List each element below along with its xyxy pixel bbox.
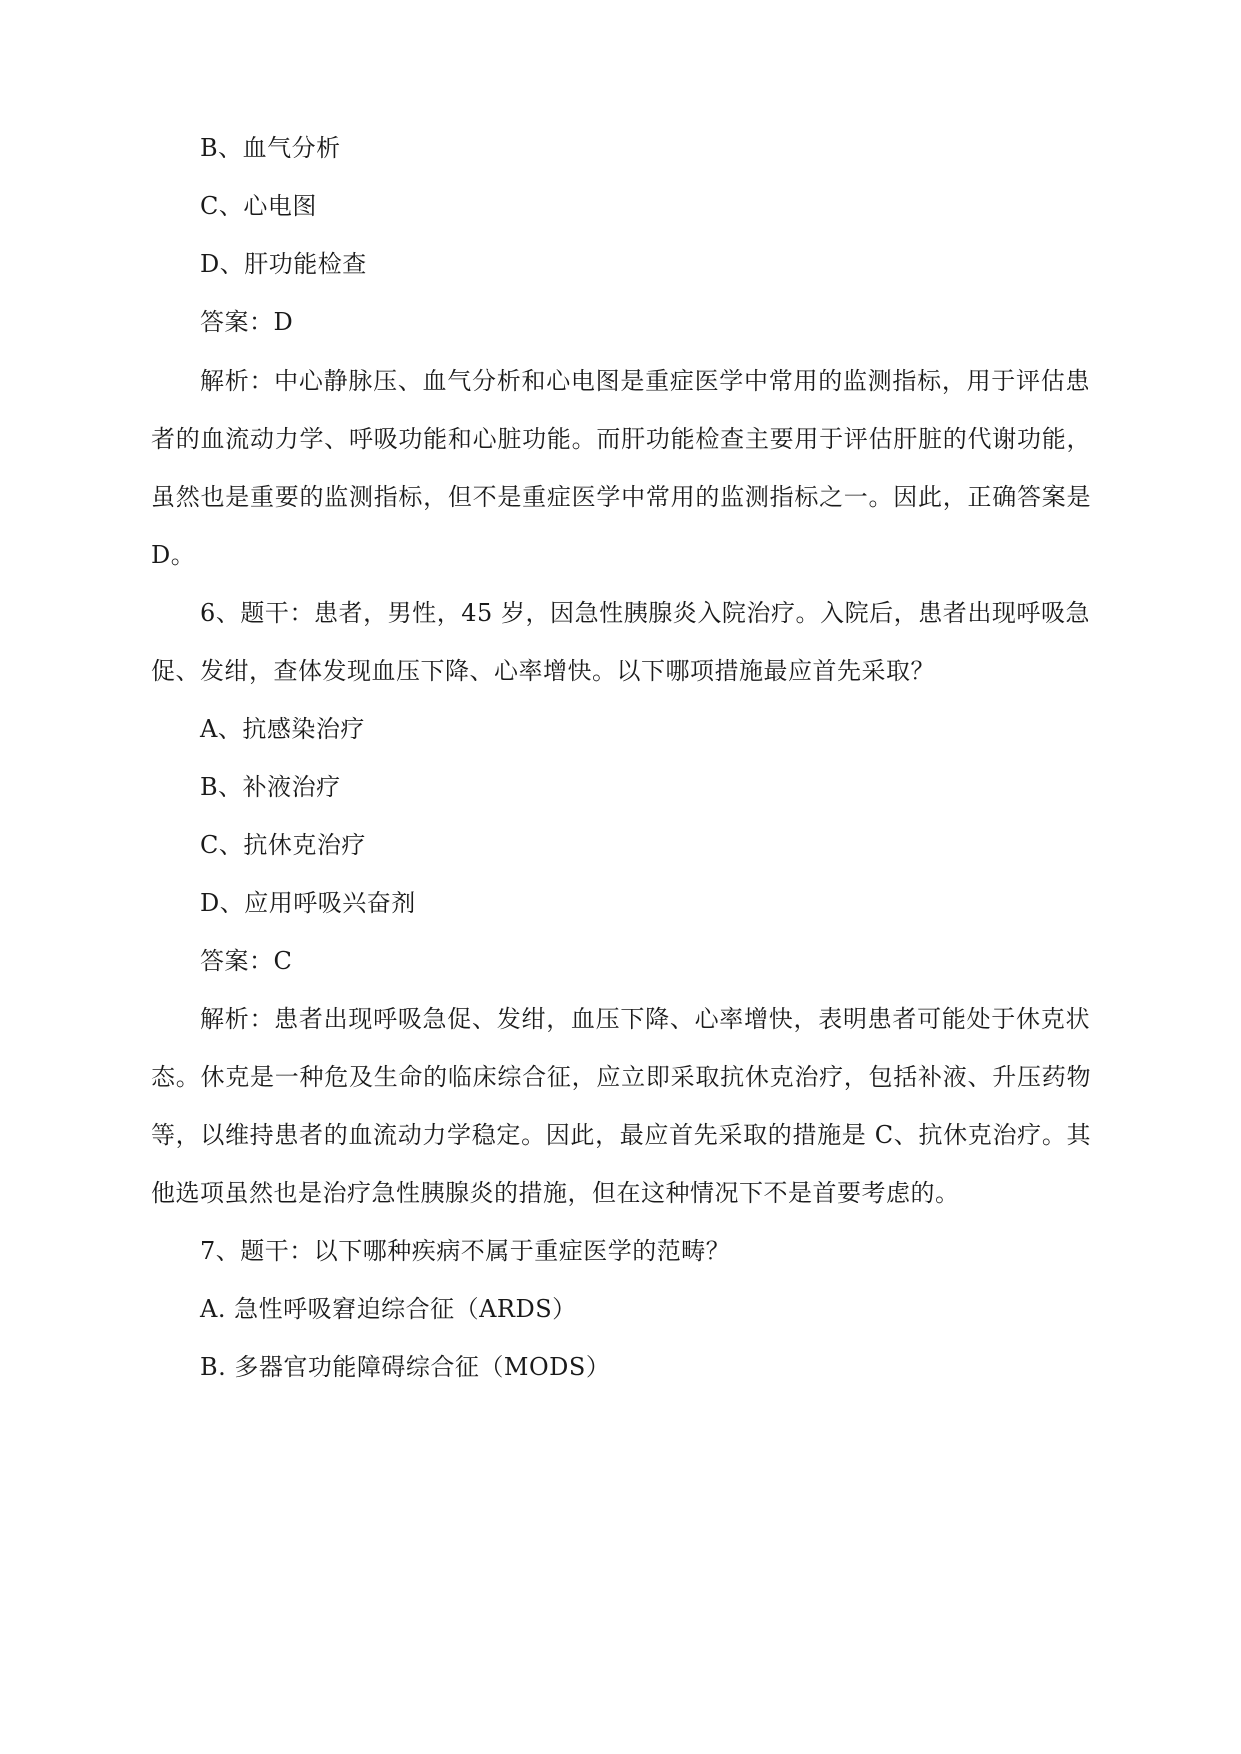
- q5-analysis-line-1: 解析：中心静脉压、血气分析和心电图是重症医学中常用的监测指标，用于评估患: [200, 367, 1090, 395]
- q5-analysis-line-4: D。: [151, 541, 196, 569]
- q6-answer: 答案：C: [200, 947, 293, 975]
- q5-analysis-line-2: 者的血流动力学、呼吸功能和心脏功能。而肝功能检查主要用于评估肝脏的代谢功能，: [151, 425, 1091, 453]
- q5-answer: 答案：D: [200, 308, 294, 336]
- q7-stem: 7、题干：以下哪种疾病不属于重症医学的范畴？: [200, 1237, 731, 1265]
- q6-stem-line-2: 促、发绀，查体发现血压下降、心率增快。以下哪项措施最应首先采取？: [151, 657, 935, 685]
- q7-option-a: A. 急性呼吸窘迫综合征（ARDS）: [200, 1295, 577, 1323]
- q6-analysis-line-4: 他选项虽然也是治疗急性胰腺炎的措施，但在这种情况下不是首要考虑的。: [151, 1179, 960, 1207]
- q6-stem-line-1: 6、题干：患者，男性，45 岁，因急性胰腺炎入院治疗。入院后，患者出现呼吸急: [200, 599, 1090, 627]
- q6-option-a: A、抗感染治疗: [200, 715, 365, 743]
- q5-option-b: B、血气分析: [200, 134, 341, 162]
- q7-option-b: B. 多器官功能障碍综合征（MODS）: [200, 1353, 611, 1381]
- q6-analysis-line-1: 解析：患者出现呼吸急促、发绀，血压下降、心率增快，表明患者可能处于休克状: [200, 1005, 1090, 1033]
- q6-analysis-line-3: 等，以维持患者的血流动力学稳定。因此，最应首先采取的措施是 C、抗休克治疗。其: [151, 1121, 1091, 1149]
- q6-option-b: B、补液治疗: [200, 773, 341, 801]
- q6-analysis-line-2: 态。休克是一种危及生命的临床综合征，应立即采取抗休克治疗，包括补液、升压药物: [151, 1063, 1091, 1091]
- q5-analysis-line-3: 虽然也是重要的监测指标，但不是重症医学中常用的监测指标之一。因此，正确答案是: [151, 483, 1091, 511]
- q5-option-d: D、肝功能检查: [200, 250, 367, 278]
- q5-option-c: C、心电图: [200, 192, 317, 220]
- q6-option-d: D、应用呼吸兴奋剂: [200, 889, 416, 917]
- q6-option-c: C、抗休克治疗: [200, 831, 366, 859]
